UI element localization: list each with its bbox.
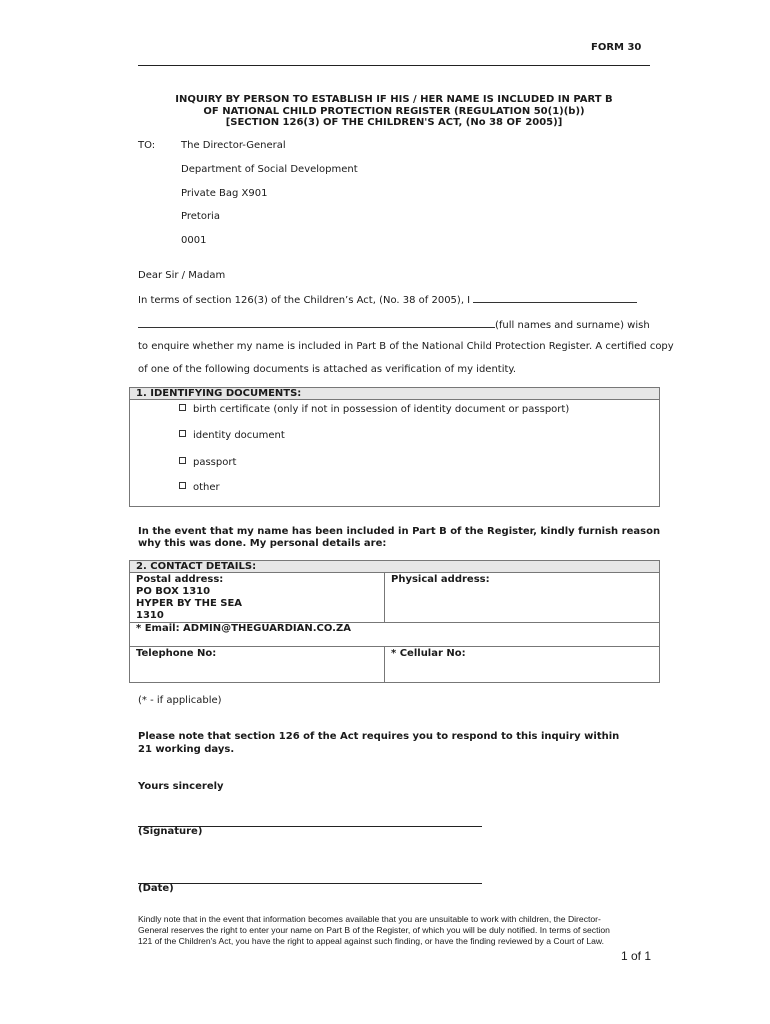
date-label: (Date) xyxy=(138,883,174,894)
physical-address-cell[interactable] xyxy=(385,573,659,587)
response-note-line-2: 21 working days. xyxy=(138,744,235,755)
postal-address-line: 1310 xyxy=(136,610,164,621)
body-line-1-text: In terms of section 126(3) of the Children’s Act, (No. 38 of 2005), I xyxy=(138,295,471,306)
full-name-blank[interactable] xyxy=(473,293,637,303)
document-option-identity-document[interactable] xyxy=(179,430,285,441)
checkbox-icon[interactable] xyxy=(179,430,186,437)
addressee-line: The Director-General xyxy=(181,140,286,151)
checkbox-icon[interactable] xyxy=(179,457,186,464)
form-number: FORM 30 xyxy=(591,42,642,53)
body-line-2 xyxy=(138,318,650,331)
footer-line-3: 121 of the Children's Act, you have the right to appeal against such finding, or have the finding reviewed by a Court of Law. xyxy=(138,936,604,946)
reason-request-line-2: why this was done. My personal details are: xyxy=(138,538,387,549)
title-line-2: OF NATIONAL CHILD PROTECTION REGISTER (REGULATION 50(1)(b)) xyxy=(203,105,585,117)
contact-details-table xyxy=(129,560,660,683)
checkbox-icon[interactable] xyxy=(179,482,186,489)
form-title xyxy=(138,94,650,129)
option-label: passport xyxy=(193,457,237,468)
header-rule xyxy=(138,65,650,66)
option-label: other xyxy=(193,482,220,493)
checkbox-icon[interactable] xyxy=(179,404,186,411)
body-line-4: of one of the following documents is attached as verification of my identity. xyxy=(138,364,517,375)
reason-request-line-1: In the event that my name has been included in Part B of the Register, kindly furnish reason xyxy=(138,526,661,537)
contact-details-heading: 2. CONTACT DETAILS: xyxy=(130,561,659,573)
to-label: TO: xyxy=(138,140,156,151)
body-line-3: to enquire whether my name is included in Part B of the National Child Protection Register. A certified copy xyxy=(138,341,674,352)
document-option-passport[interactable] xyxy=(179,457,236,468)
postal-address-cell[interactable] xyxy=(130,573,384,623)
option-label: identity document xyxy=(193,430,285,441)
telephone-label: Telephone No: xyxy=(136,648,217,659)
applicable-note: (* - if applicable) xyxy=(138,695,222,706)
title-line-3: [SECTION 126(3) OF THE CHILDREN'S ACT, (No 38 OF 2005)] xyxy=(225,117,563,128)
email-line: * Email: ADMIN@THEGUARDIAN.CO.ZA xyxy=(136,623,351,634)
footer-line-2: General reserves the right to enter your name on Part B of the Register, of which you will be duly notified. In terms of section xyxy=(138,925,610,935)
addressee-line: Private Bag X901 xyxy=(181,188,268,199)
cellular-cell[interactable] xyxy=(385,647,659,661)
body-line-1 xyxy=(138,293,637,306)
cellular-label: * Cellular No: xyxy=(391,648,466,659)
postal-address-label: Postal address: xyxy=(136,574,224,585)
page-indicator: 1 of 1 xyxy=(621,949,652,963)
response-note-line-1: Please note that section 126 of the Act requires you to respond to this inquiry within xyxy=(138,731,620,742)
physical-address-label: Physical address: xyxy=(391,574,490,585)
postal-address-line: HYPER BY THE SEA xyxy=(136,598,243,609)
email-cell[interactable] xyxy=(130,622,659,636)
date-line[interactable] xyxy=(138,883,482,884)
title-line-1: INQUIRY BY PERSON TO ESTABLISH IF HIS / HER NAME IS INCLUDED IN PART B xyxy=(175,94,613,105)
footer-line-1: Kindly note that in the event that information becomes available that you are unsuitable to work with children, the Director- xyxy=(138,914,601,924)
telephone-cell[interactable] xyxy=(130,647,384,661)
document-option-other[interactable] xyxy=(179,482,220,493)
option-label: birth certificate (only if not in possession of identity document or passport) xyxy=(193,404,570,415)
addressee-line: 0001 xyxy=(181,235,207,246)
signature-label: (Signature) xyxy=(138,826,203,837)
identifying-documents-heading: 1. IDENTIFYING DOCUMENTS: xyxy=(130,388,659,400)
closing: Yours sincerely xyxy=(138,781,224,792)
full-names-suffix: (full names and surname) wish xyxy=(495,320,650,331)
full-name-blank-continued[interactable] xyxy=(138,318,495,328)
addressee-line: Pretoria xyxy=(181,211,220,222)
addressee-line: Department of Social Development xyxy=(181,164,358,175)
document-option-birth-certificate[interactable] xyxy=(179,404,569,415)
salutation: Dear Sir / Madam xyxy=(138,270,226,281)
footer-notice xyxy=(138,914,658,947)
postal-address-line: PO BOX 1310 xyxy=(136,586,211,597)
